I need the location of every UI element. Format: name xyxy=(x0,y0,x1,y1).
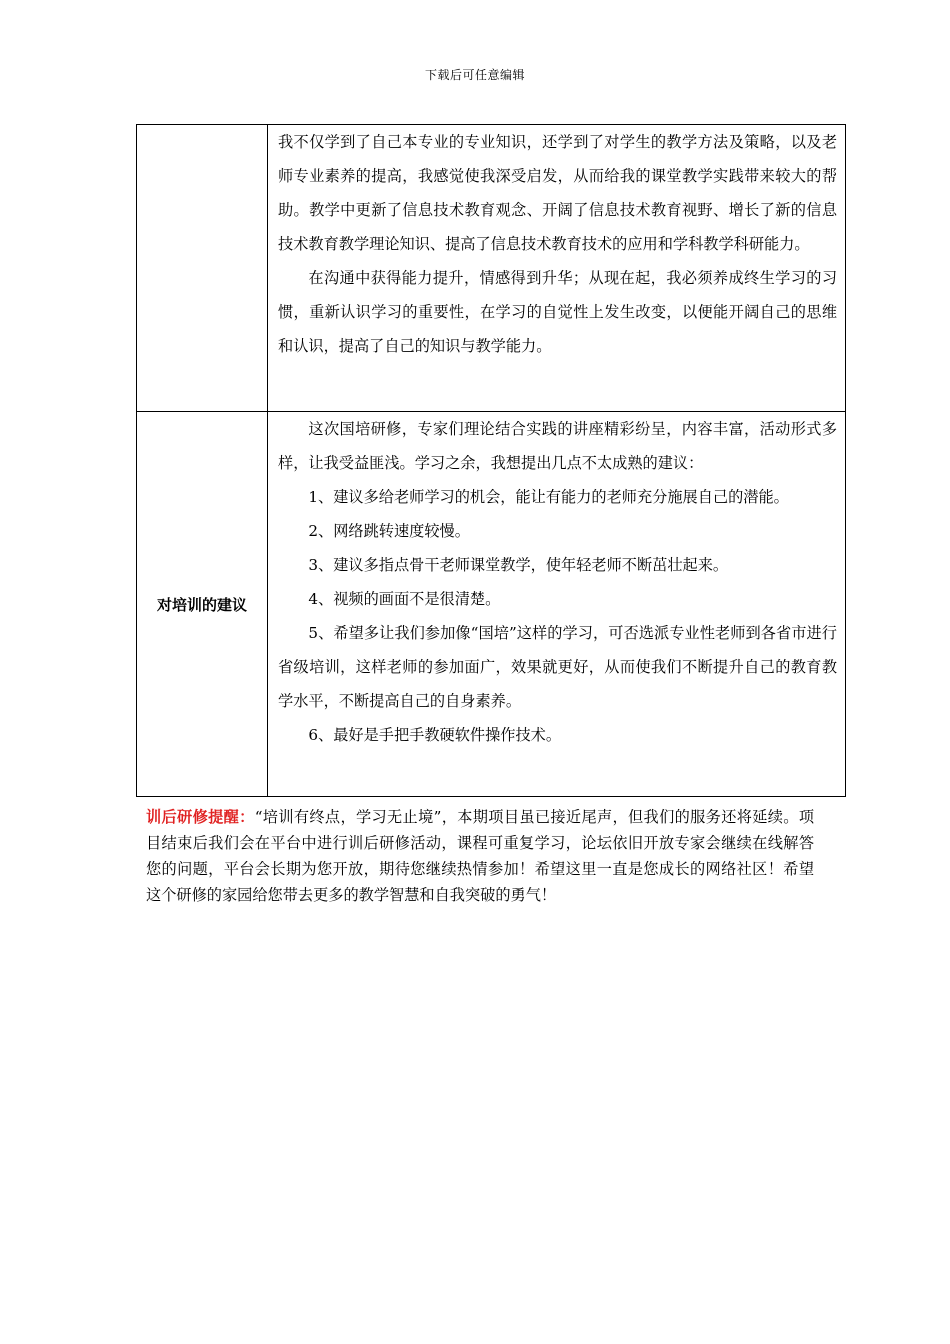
paragraph: 这次国培研修，专家们理论结合实践的讲座精彩纷呈，内容丰富，活动形式多样，让我受益匪浅。学习之余，我想提出几点不太成熟的建议： xyxy=(278,420,837,472)
post-training-reminder xyxy=(146,804,814,908)
suggestion-item: 3、建议多指点骨干老师课堂教学，使年轻老师不断茁壮起来。 xyxy=(308,556,729,574)
training-feedback-table xyxy=(136,124,846,797)
reminder-text: “培训有终点，学习无止境”，本期项目虽已接近尾声，但我们的服务还将延续。项目结束后我们会在平台中进行训后研修活动，课程可重复学习，论坛依旧开放专家会继续在线解答您的问题，平台会长期为您开放，期待您继续热情参加！希望这里一直是您成长的网络社区！希望这个研修的家园给您带去更多的教学智慧和自我突破的勇气！ xyxy=(146,808,815,904)
row-label xyxy=(137,125,268,412)
suggestion-item: 2、网络跳转速度较慢。 xyxy=(308,522,470,540)
row-content xyxy=(268,412,846,797)
row-label-suggestions: 对培训的建议 xyxy=(137,412,268,797)
row-content xyxy=(268,125,846,412)
suggestion-item: 5、希望多让我们参加像“国培”这样的学习，可否选派专业性老师到各省市进行省级培训，这样老师的参加面广，效果就更好，从而使我们不断提升自己的教育教学水平，不断提高自己的自身素养。 xyxy=(278,624,837,710)
suggestion-item: 6、最好是手把手教硬软件操作技术。 xyxy=(308,726,562,744)
table-row xyxy=(137,125,846,412)
paragraph: 我不仅学到了自己本专业的专业知识，还学到了对学生的教学方法及策略，以及老师专业素养的提高，我感觉使我深受启发，从而给我的课堂教学实践带来较大的帮助。教学中更新了信息技术教育观念、开阔了信息技术教育视野、增长了新的信息技术教育教学理论知识、提高了信息技术教育技术的应用和学科教学科研能力。 xyxy=(278,133,837,253)
header-note: 下载后可任意编辑 xyxy=(424,68,525,82)
suggestion-item: 4、视频的画面不是很清楚。 xyxy=(308,590,501,608)
suggestion-item: 1、建议多给老师学习的机会，能让有能力的老师充分施展自己的潜能。 xyxy=(308,488,789,506)
reminder-label: 训后研修提醒： xyxy=(146,808,255,826)
paragraph: 在沟通中获得能力提升，情感得到升华；从现在起，我必须养成终生学习的习惯，重新认识学习的重要性，在学习的自觉性上发生改变，以便能开阔自己的思维和认识，提高了自己的知识与教学能力。 xyxy=(278,269,837,355)
table-row xyxy=(137,412,846,797)
